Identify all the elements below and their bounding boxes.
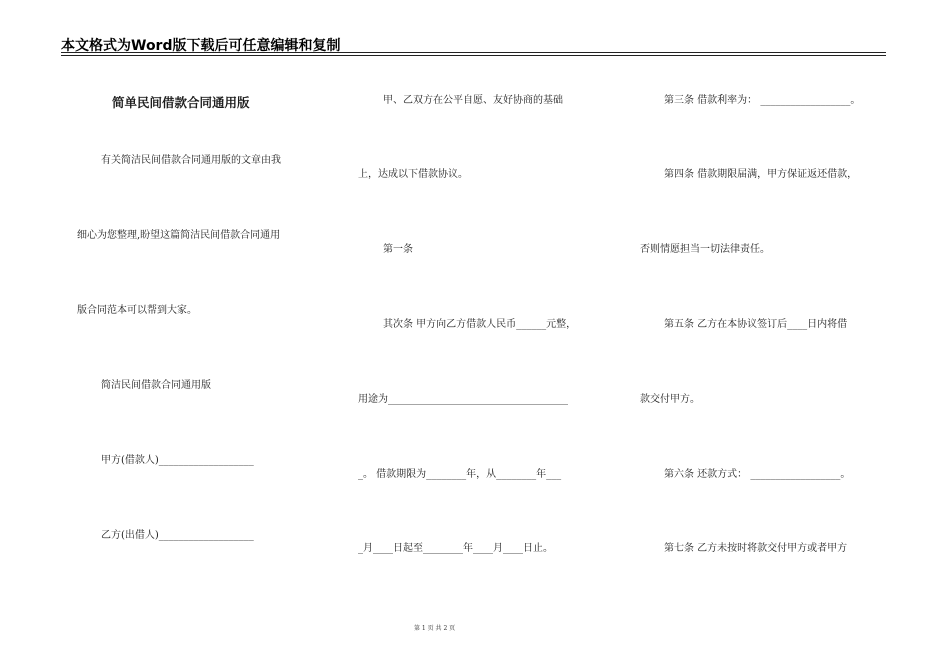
clause-heading: 第一条 <box>383 244 413 255</box>
document-header: 本文格式为Word版下载后可任意编辑和复制 <box>61 38 341 54</box>
header-rule-bottom <box>61 55 886 56</box>
paragraph-line: 第六条 还款方式： __________________。 <box>664 469 851 480</box>
party-b-line: 乙方(出借人)___________________ <box>101 530 254 541</box>
paragraph-line: 简洁民间借款合同通用版 <box>101 380 211 391</box>
paragraph-line: 第七条 乙方未按时将款交付甲方或者甲方 <box>664 543 848 554</box>
paragraph-line: 其次条 甲方向乙方借款人民币______元整， <box>383 319 577 330</box>
paragraph-line: 第三条 借款利率为： __________________。 <box>664 95 861 106</box>
paragraph-line: 用途为____________________________________ <box>358 394 568 405</box>
paragraph-line: 甲、乙双方在公平自愿、友好协商的基础 <box>383 95 563 106</box>
paragraph-line: 第四条 借款期限届满，甲方保证返还借款， <box>664 169 858 180</box>
paragraph-line: 上，达成以下借款协议。 <box>358 169 468 180</box>
paragraph-line: 否则情愿担当一切法律责任。 <box>640 244 770 255</box>
paragraph-line: 细心为您整理,盼望这篇简洁民间借款合同通用 <box>77 230 281 241</box>
paragraph-line: 有关简洁民间借款合同通用版的文章由我 <box>101 155 281 166</box>
paragraph-line: _。 借款期限为________年，从________年___ <box>358 469 562 480</box>
document-title: 简单民间借款合同通用版 <box>112 95 250 110</box>
paragraph-line: _月____日起至________年____月____日止。 <box>358 543 553 554</box>
page-number: 第 1 页 共 2 页 <box>414 625 456 632</box>
party-a-line: 甲方(借款人)___________________ <box>101 455 254 466</box>
header-rule-top <box>61 52 886 53</box>
paragraph-line: 第五条 乙方在本协议签订后____日内将借 <box>664 319 848 330</box>
paragraph-line: 版合同范本可以帮到大家。 <box>77 305 197 316</box>
paragraph-line: 款交付甲方。 <box>640 394 700 405</box>
